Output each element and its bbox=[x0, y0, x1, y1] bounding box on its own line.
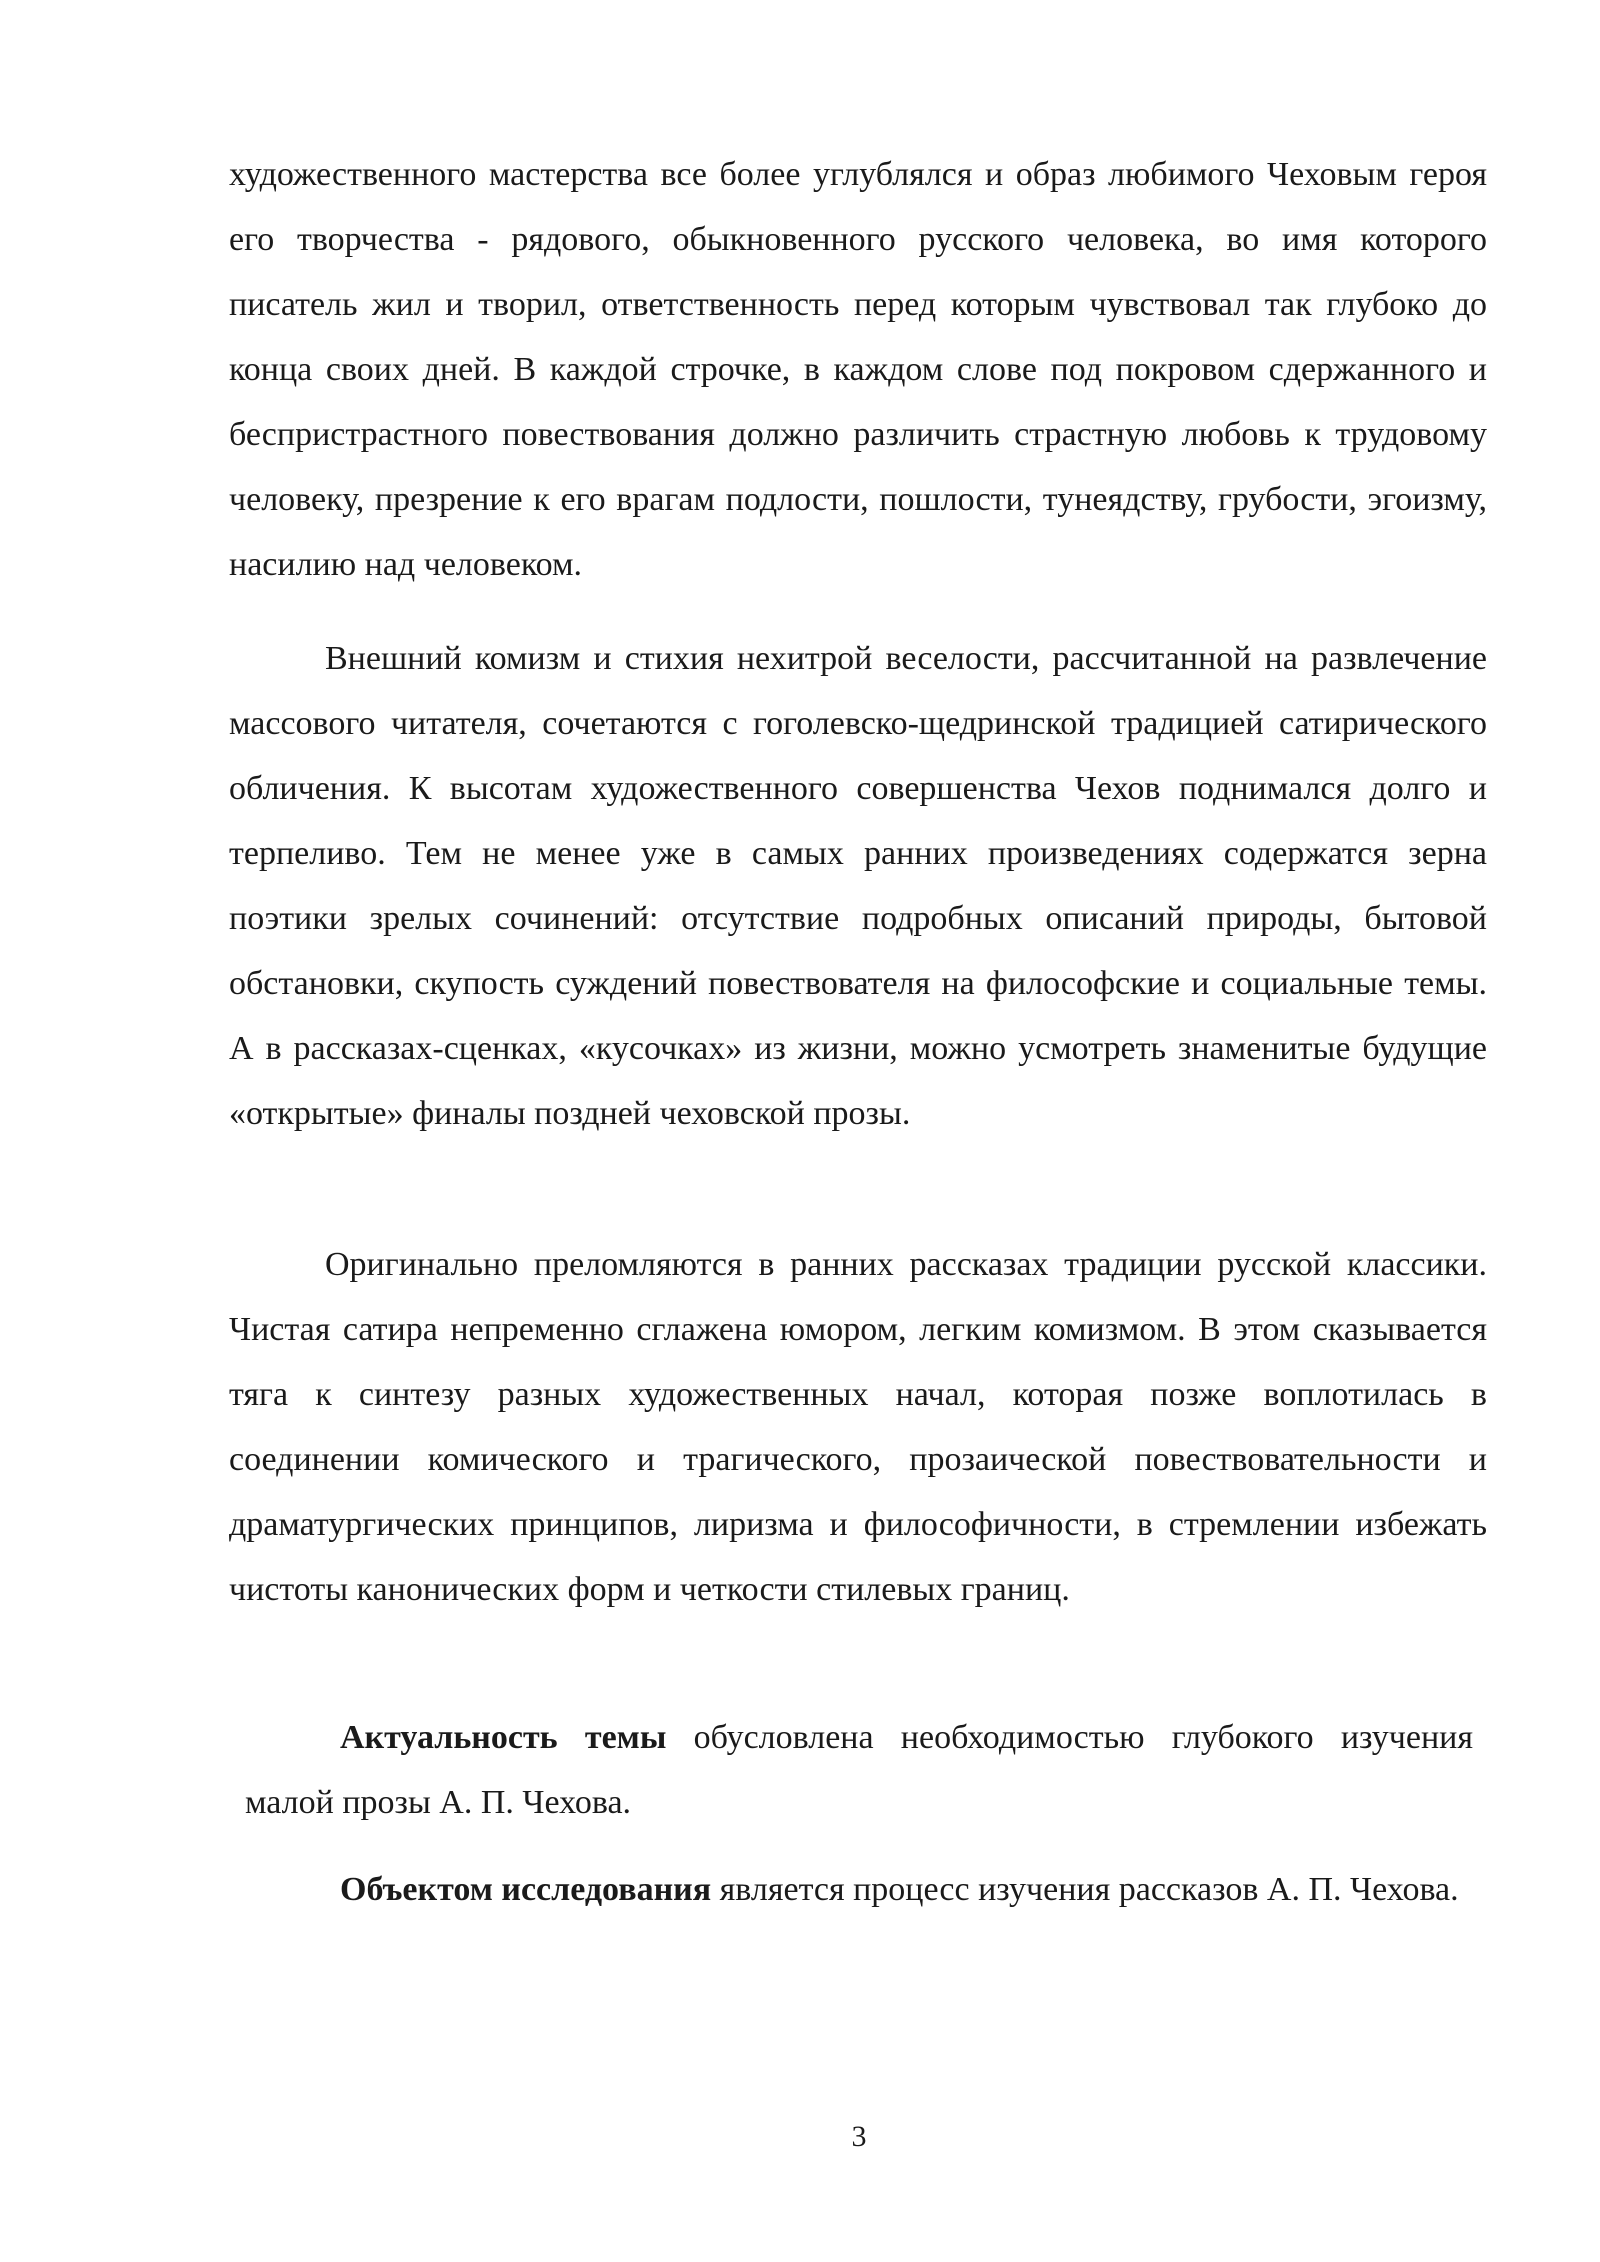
research-object-text: является процесс изучения рассказов А. П. Чехова. bbox=[711, 1871, 1459, 1908]
research-object-statement bbox=[245, 1857, 1473, 1922]
relevance-statement bbox=[245, 1705, 1473, 1835]
paragraph-3: Оригинально преломляются в ранних рассказах традиции русской классики. Чистая сатира непременно сглажена юмором, легким комизмом. В этом сказывается тяга к синтезу разных художественных начал, которая позже воплотилась в соединении комического и трагического, прозаической повествовательности и драматургических принципов, лиризма и философичности, в стремлении избежать чистоты канонических форм и четкости стилевых границ. bbox=[229, 1246, 1487, 1608]
relevance-label: Актуальность темы bbox=[340, 1719, 667, 1756]
paragraph-1: художественного мастерства все более углублялся и образ любимого Чеховым героя его творчества - рядового, обыкновенного русского человека, во имя которого писатель жил и творил, ответственность перед которым чувствовал так глубоко до конца своих дней. В каждой строчке, в каждом слове под покровом сдержанного и беспристрастного повествования должно различить страстную любовь к трудовому человеку, презрение к его врагам подлости, пошлости, тунеядству, грубости, эгоизму, насилию над человеком. bbox=[229, 156, 1487, 583]
paragraph-2: Внешний комизм и стихия нехитрой веселости, рассчитанной на развлечение массового читателя, сочетаются с гоголевско-щедринской традицией сатирического обличения. К высотам художественного совершенства Чехов поднимался долго и терпеливо. Тем не менее уже в самых ранних произведениях содержатся зерна поэтики зрелых сочинений: отсутствие подробных описаний природы, бытовой обстановки, скупость суждений повествователя на философские и социальные темы. А в рассказах-сценках, «кусочках» из жизни, можно усмотреть знаменитые будущие «открытые» финалы поздней чеховской прозы. bbox=[229, 640, 1487, 1132]
relevance-text: обусловлена необходимостью глубокого изучения малой прозы А. П. Чехова. bbox=[245, 1719, 1473, 1821]
page-number: 3 bbox=[851, 2120, 867, 2153]
research-object-label: Объектом исследования bbox=[340, 1871, 712, 1908]
